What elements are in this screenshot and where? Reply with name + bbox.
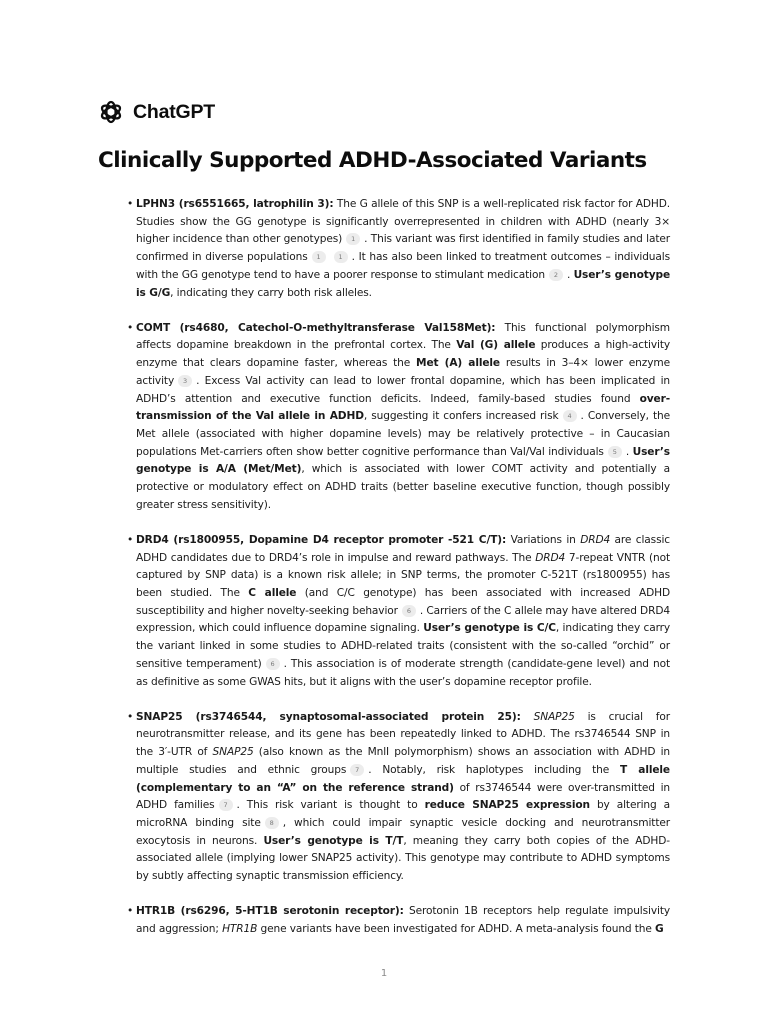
emphasis-text: C allele	[248, 587, 297, 600]
body-text: Serotonin 1B receptors help regulate impulsivity and aggression;	[136, 905, 671, 936]
body-text: , indicating they carry the variant linked in some studies to ADHD-related traits (consistent with the so-called “orchid” or sensitive temperament)	[136, 622, 671, 670]
variant-item-drd4	[136, 532, 670, 691]
variant-list	[136, 196, 670, 956]
variant-heading: SNAP25 (rs3746544, synaptosomal-associated protein 25):	[136, 710, 521, 723]
citation-badge[interactable]: 2	[549, 269, 563, 281]
citation-badge[interactable]: 5	[608, 446, 622, 458]
variant-heading: COMT (rs4680, Catechol-O-methyltransferase Val158Met):	[136, 321, 496, 334]
body-text: by altering a microRNA binding site	[136, 799, 670, 829]
genotype-statement: User’s genotype is C/C	[423, 622, 556, 635]
body-text: (and C/C genotype) has been associated with increased ADHD susceptibility and higher novelty-seeking behavior	[136, 587, 670, 617]
body-text: produces a high-activity enzyme that clears dopamine faster, whereas the	[136, 339, 670, 370]
variant-heading: DRD4 (rs1800955, Dopamine D4 receptor promoter -521 C/T):	[136, 533, 507, 546]
body-text: . This variant was first identified in family studies and later confirmed in diverse populations	[136, 233, 671, 264]
gene-name: SNAP25	[533, 710, 575, 723]
body-text: The G allele of this SNP is a well-replicated risk factor for ADHD. Studies show the GG genotype is significantly overrepresented in children with ADHD (nearly 3× higher incidence than other genotypes)	[136, 198, 670, 246]
emphasis-text: Val (G) allele	[456, 339, 536, 352]
genotype-statement: User’s genotype is A/A (Met/Met)	[136, 445, 670, 476]
body-text: . Conversely, the Met allele (associated with higher dopamine levels) may be relatively protective – in Caucasian populations Met-carriers often show better cognitive performance than Val/Val individuals	[136, 410, 671, 458]
variant-item-comt	[136, 320, 670, 515]
page-number: 1	[380, 968, 388, 979]
body-text: , which is associated with lower COMT activity and potentially a protective or modulatory effect on ADHD traits (better baseline executive function, though possibly greater stress sensitivity).	[136, 463, 670, 511]
body-text: . Carriers of the C allele may have altered DRD4 expression, which could influence dopamine signaling.	[136, 604, 670, 635]
body-text: , indicating they carry both risk alleles.	[170, 286, 372, 299]
body-text: , suggesting it confers increased risk	[363, 410, 559, 423]
body-text	[521, 711, 534, 723]
body-text: is crucial for neurotransmitter release, and its gene has been repeatedly linked to ADHD. The rs3746544 SNP in the 3′-UTR of	[136, 710, 671, 759]
openai-knot-icon	[98, 99, 124, 125]
body-text: . This risk variant is thought to	[236, 799, 425, 812]
genotype-statement: User’s genotype is T/T	[263, 834, 404, 847]
body-text: .	[566, 268, 574, 281]
body-text: . Notably, risk haplotypes including the	[368, 763, 621, 776]
gene-name: DRD4	[535, 551, 566, 564]
document-title: Clinically Supported ADHD-Associated Variants	[98, 148, 647, 173]
body-text: (also known as the MnlI polymorphism) shows an association with ADHD in multiple studies and ethnic groups	[136, 746, 671, 776]
gene-name: DRD4	[580, 533, 611, 546]
body-text: This functional polymorphism affects dopamine breakdown in the prefrontal cortex. The	[136, 321, 671, 352]
emphasis-text: G	[655, 923, 664, 936]
variant-item-lphn3	[136, 196, 670, 302]
citation-badge[interactable]: 1	[346, 233, 360, 245]
variant-heading: LPHN3 (rs6551665, latrophilin 3):	[136, 198, 334, 210]
body-text: .	[625, 445, 633, 458]
emphasis-text: T allele (complementary to an “A” on the reference strand)	[136, 763, 670, 794]
citation-badge[interactable]: 7	[219, 799, 233, 811]
citation-badge[interactable]: 1	[312, 251, 326, 263]
body-text: results in 3–4× lower enzyme activity	[136, 357, 670, 387]
variant-item-snap25	[136, 709, 670, 886]
emphasis-text: over-transmission of the Val allele in ADHD	[136, 392, 670, 423]
body-text: , which could impair synaptic vesicle docking and neurotransmitter exocytosis in neurons.	[136, 817, 670, 847]
variant-item-htr1b	[136, 903, 670, 938]
body-text: Variations in	[506, 533, 581, 546]
body-text: . Excess Val activity can lead to lower frontal dopamine, which has been implicated in ADHD’s attention and executive function deficits. Indeed, family-based studies found	[136, 374, 670, 405]
body-text: , meaning they carry both copies of the ADHD-associated allele (implying lower SNAP25 activity). This genotype may contribute to ADHD symptoms by subtly affecting synaptic transmission efficiency.	[136, 834, 670, 883]
citation-badge[interactable]: 3	[178, 375, 192, 387]
body-text: are classic ADHD candidates due to DRD4’s role in impulse and reward pathways. The	[136, 533, 670, 564]
body-text: of rs3746544 were over-transmitted in ADHD families	[136, 781, 670, 812]
body-text: . This association is of moderate strength (candidate-gene level) and not as definitive as some GWAS hits, but it aligns with the user’s dopamine receptor profile.	[136, 657, 670, 688]
citation-badge[interactable]: 6	[266, 658, 280, 670]
citation-badge[interactable]: 6	[402, 605, 416, 617]
citation-badge[interactable]: 4	[563, 410, 577, 422]
citation-badge[interactable]: 8	[265, 817, 279, 829]
citation-badge[interactable]: 7	[350, 764, 364, 776]
genotype-statement: User’s genotype is G/G	[136, 268, 671, 299]
variant-heading: HTR1B (rs6296, 5-HT1B serotonin receptor):	[136, 905, 404, 918]
gene-name: SNAP25	[212, 746, 254, 759]
emphasis-text: Met (A) allele	[416, 357, 500, 370]
body-text: 7-repeat VNTR (not captured by SNP data) is a known risk allele; in SNP terms, the promoter C-521T (rs1800955) has been studied. The	[136, 551, 670, 600]
citation-badge[interactable]: 1	[334, 251, 348, 263]
brand-name: ChatGPT	[133, 100, 216, 123]
emphasis-text: reduce SNAP25 expression	[424, 799, 590, 812]
brand-header	[98, 99, 215, 125]
gene-name: HTR1B	[222, 923, 258, 936]
body-text: gene variants have been investigated for ADHD. A meta-analysis found the	[257, 923, 656, 936]
body-text: . It has also been linked to treatment outcomes – individuals with the GG genotype tend to have a poorer response to stimulant medication	[136, 251, 670, 281]
